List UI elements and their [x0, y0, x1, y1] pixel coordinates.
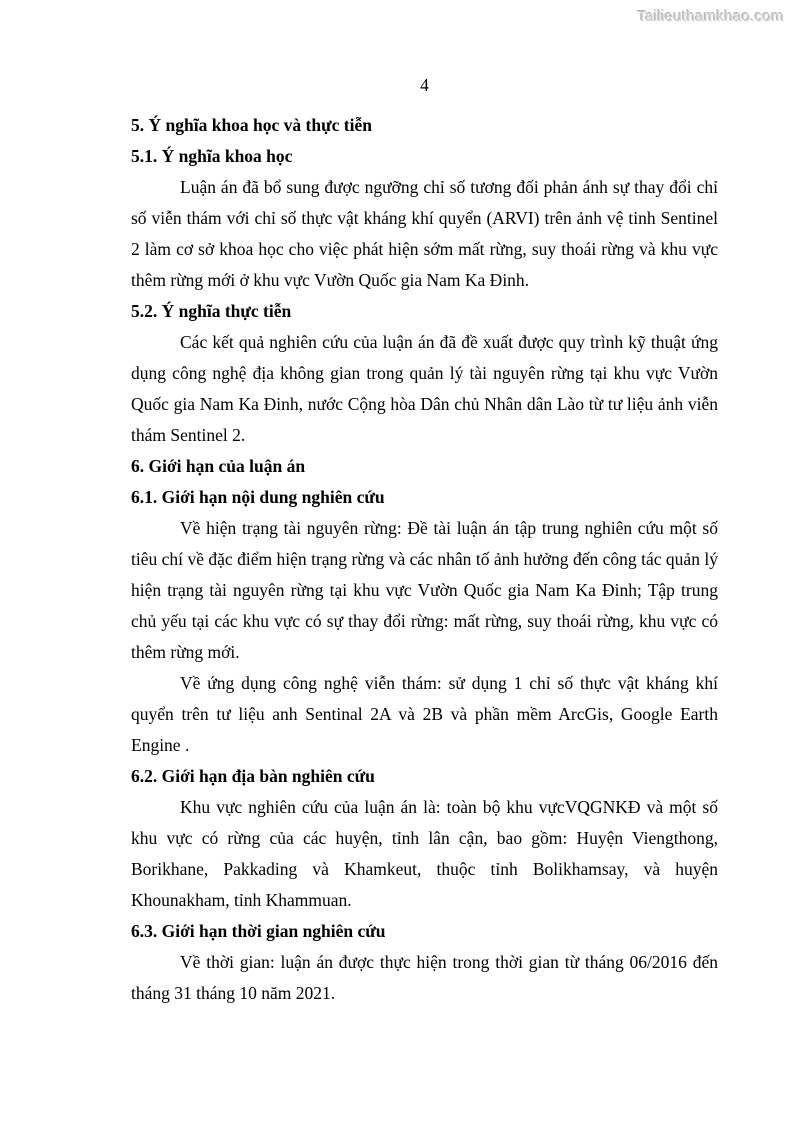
paragraph-6-2: Khu vực nghiên cứu của luận án là: toàn bộ khu vựcVQGNKĐ và một số khu vực có rừng của các huyện, tỉnh lân cận, bao gồm: Huyện Viengthong, Borikhane, Pakkading và Khamkeut, thuộc tỉnh Bolikhamsay, và huyện Khounakham, tỉnh Khammuan.: [131, 797, 718, 910]
heading-6-3: 6.3. Giới hạn thời gian nghiên cứu: [131, 921, 386, 941]
paragraph-5-2: Các kết quả nghiên cứu của luận án đã đề xuất được quy trình kỹ thuật ứng dụng công nghệ địa không gian trong quản lý tài nguyên rừng tại khu vực Vườn Quốc gia Nam Ka Đinh, nước Cộng hòa Dân chủ Nhân dân Lào từ tư liệu ảnh viễn thám Sentinel 2.: [131, 332, 718, 445]
paragraph-5-1: Luận án đã bổ sung được ngưỡng chỉ số tương đối phản ánh sự thay đổi chỉ số viễn thám với chỉ số thực vật kháng khí quyển (ARVI) trên ảnh vệ tinh Sentinel 2 làm cơ sở khoa học cho việc phát hiện sớm mất rừng, suy thoái rừng và khu vực thêm rừng mới ở khu vực Vườn Quốc gia Nam Ka Đinh.: [131, 177, 718, 290]
heading-6: 6. Giới hạn của luận án: [131, 456, 306, 476]
paragraph-6-1-b: Về ứng dụng công nghệ viễn thám: sử dụng 1 chỉ số thực vật kháng khí quyển trên tư liệu anh Sentinal 2A và 2B và phần mềm ArcGis, Google Earth Engine .: [131, 673, 718, 755]
site-watermark: Tailieuthamkhao.com: [637, 8, 784, 25]
heading-5-2: 5.2. Ý nghĩa thực tiễn: [131, 301, 292, 321]
page-number: 4: [420, 75, 429, 95]
heading-6-2: 6.2. Giới hạn địa bàn nghiên cứu: [131, 766, 375, 786]
heading-6-1: 6.1. Giới hạn nội dung nghiên cứu: [131, 487, 385, 507]
heading-5-1: 5.1. Ý nghĩa khoa học: [131, 146, 293, 166]
paragraph-6-3: Về thời gian: luận án được thực hiện trong thời gian từ tháng 06/2016 đến tháng 31 tháng 10 năm 2021.: [131, 952, 718, 1003]
heading-5: 5. Ý nghĩa khoa học và thực tiễn: [131, 115, 372, 135]
paragraph-6-1-a: Về hiện trạng tài nguyên rừng: Đề tài luận án tập trung nghiên cứu một số tiêu chí về đặc điểm hiện trạng rừng và các nhân tố ảnh hưởng đến công tác quản lý hiện trạng tài nguyên rừng tại khu vực Vườn Quốc gia Nam Ka Đinh; Tập trung chủ yếu tại các khu vực có sự thay đổi rừng: mất rừng, suy thoái rừng, khu vực có thêm rừng mới.: [131, 518, 718, 662]
page-content: [131, 70, 718, 1009]
